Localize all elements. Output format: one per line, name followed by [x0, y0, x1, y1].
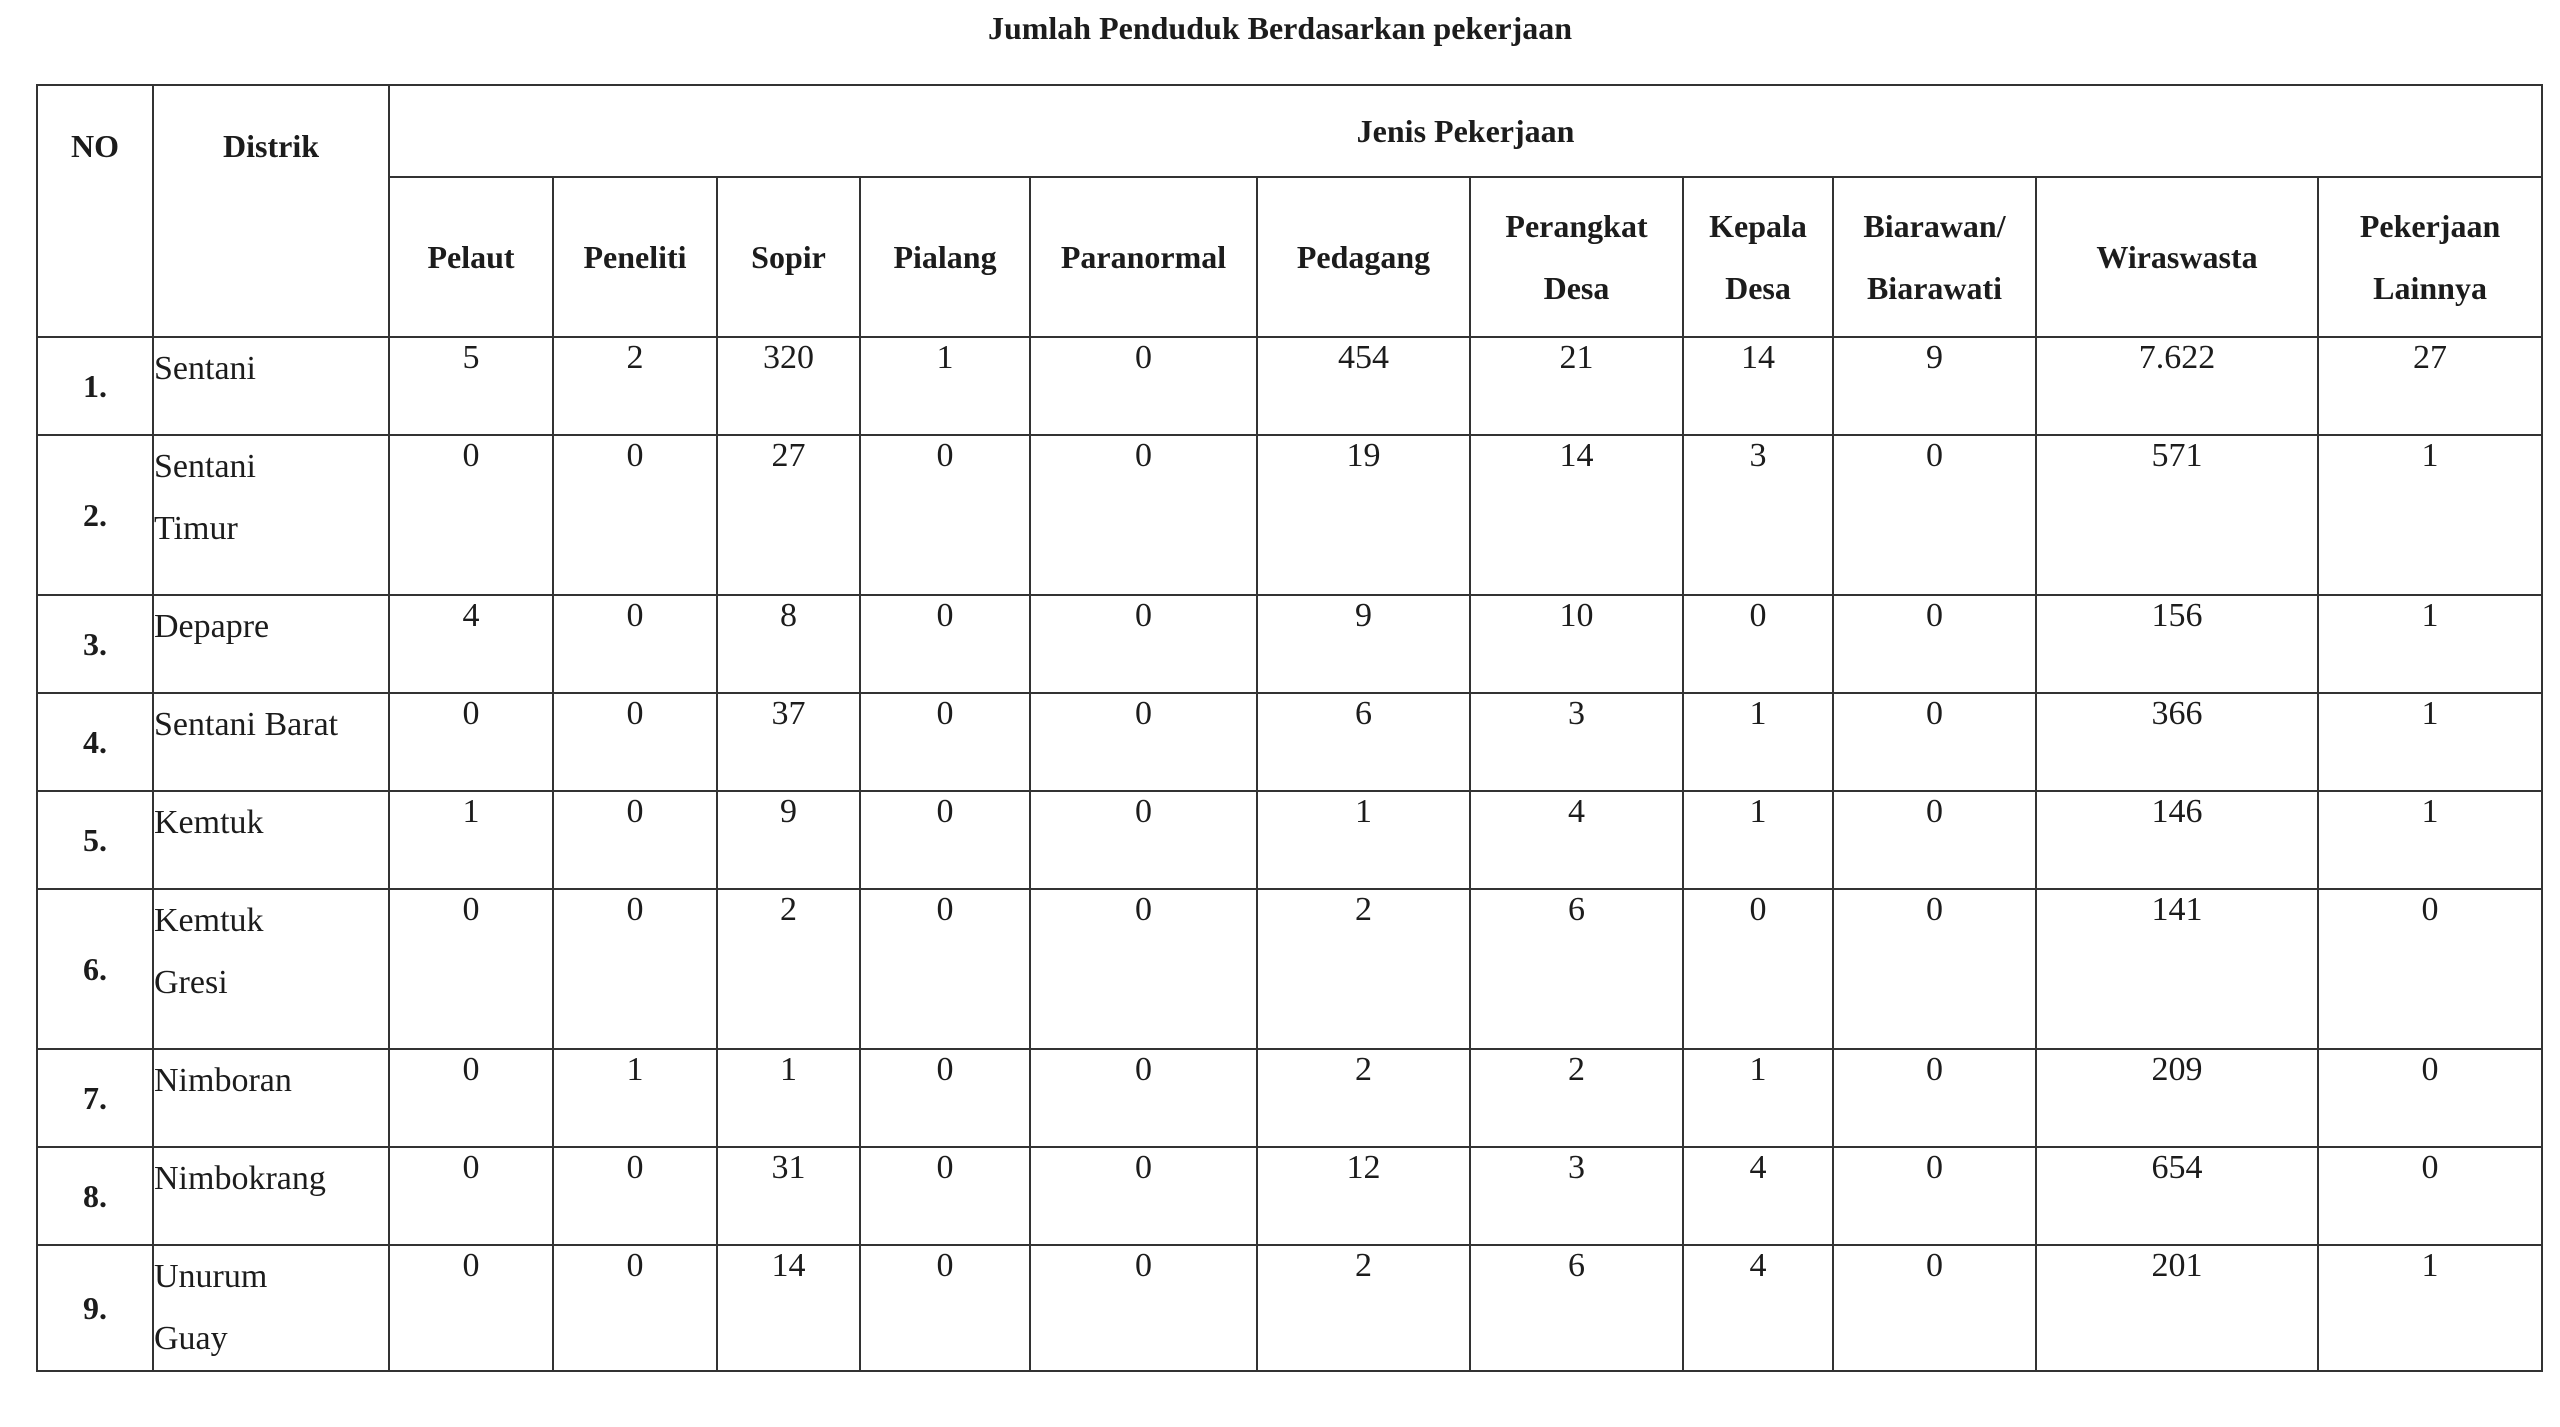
value-cell: 0 — [1833, 595, 2036, 693]
value-cell: 1 — [2318, 1245, 2542, 1371]
value-cell: 0 — [553, 1245, 717, 1371]
value-cell: 6 — [1470, 1245, 1683, 1371]
value-cell: 571 — [2036, 435, 2318, 595]
distrik-cell — [153, 693, 389, 791]
header-occupation-label: Pelaut — [427, 239, 515, 275]
value-cell: 6 — [1470, 889, 1683, 1049]
value-cell: 0 — [389, 693, 553, 791]
value-cell: 209 — [2036, 1049, 2318, 1147]
value-cell: 2 — [1257, 1049, 1470, 1147]
value-cell: 201 — [2036, 1245, 2318, 1371]
value-cell: 7.622 — [2036, 337, 2318, 435]
row-number: 8. — [37, 1147, 153, 1245]
distrik-name: Sentani Barat — [154, 706, 339, 743]
table-row — [37, 337, 2542, 435]
value-cell: 146 — [2036, 791, 2318, 889]
value-cell: 0 — [389, 889, 553, 1049]
value-cell: 0 — [860, 1049, 1030, 1147]
header-occupation-label: Peneliti — [583, 239, 687, 275]
value-cell: 0 — [2318, 1147, 2542, 1245]
value-cell: 2 — [1470, 1049, 1683, 1147]
value-cell: 12 — [1257, 1147, 1470, 1245]
value-cell: 27 — [2318, 337, 2542, 435]
header-occupation — [1470, 177, 1683, 337]
header-occupation-label: Wiraswasta — [2096, 239, 2258, 275]
value-cell: 2 — [717, 889, 860, 1049]
value-cell: 0 — [1030, 1147, 1257, 1245]
table-row — [37, 791, 2542, 889]
value-cell: 0 — [1833, 435, 2036, 595]
header-occupation-label: Desa — [1543, 270, 1610, 306]
table-body — [37, 337, 2542, 1371]
value-cell: 0 — [389, 1245, 553, 1371]
value-cell: 2 — [1257, 1245, 1470, 1371]
value-cell: 0 — [389, 1049, 553, 1147]
value-cell: 0 — [1030, 595, 1257, 693]
table-row — [37, 1147, 2542, 1245]
table-row — [37, 435, 2542, 595]
value-cell: 0 — [1683, 595, 1833, 693]
value-cell: 0 — [860, 791, 1030, 889]
distrik-name: Sentani — [154, 350, 256, 387]
value-cell: 0 — [1030, 693, 1257, 791]
value-cell: 0 — [1030, 791, 1257, 889]
header-occupation-label: Desa — [1725, 270, 1791, 306]
value-cell: 1 — [2318, 693, 2542, 791]
value-cell: 0 — [2318, 1049, 2542, 1147]
row-number: 2. — [37, 435, 153, 595]
page-title: Jumlah Penduduk Berdasarkan pekerjaan — [987, 10, 1573, 46]
header-occupation — [860, 177, 1030, 337]
value-cell: 14 — [717, 1245, 860, 1371]
distrik-name: Nimbokrang — [154, 1160, 326, 1197]
value-cell: 0 — [1833, 1147, 2036, 1245]
header-occupation-label: Pekerjaan — [2359, 208, 2501, 244]
value-cell: 14 — [1683, 337, 1833, 435]
distrik-name: Guay — [154, 1320, 228, 1357]
header-occupation — [1030, 177, 1257, 337]
value-cell: 4 — [1683, 1147, 1833, 1245]
header-occupation-label: Biarawati — [1866, 270, 2003, 306]
header-occupation — [1833, 177, 2036, 337]
header-occupation-label: Biarawan/ — [1863, 208, 2006, 244]
distrik-name: Sentani — [154, 448, 256, 485]
value-cell: 0 — [1030, 889, 1257, 1049]
value-cell: 0 — [553, 595, 717, 693]
value-cell: 0 — [1833, 1049, 2036, 1147]
distrik-cell — [153, 595, 389, 693]
value-cell: 0 — [553, 1147, 717, 1245]
distrik-name: Timur — [154, 510, 238, 547]
value-cell: 31 — [717, 1147, 860, 1245]
header-occupation-label: Pedagang — [1296, 239, 1431, 275]
value-cell: 27 — [717, 435, 860, 595]
value-cell: 4 — [1683, 1245, 1833, 1371]
header-occupation-label: Sopir — [751, 239, 826, 275]
value-cell: 0 — [860, 889, 1030, 1049]
value-cell: 5 — [389, 337, 553, 435]
distrik-name: Unurum — [154, 1258, 268, 1295]
distrik-name: Depapre — [154, 608, 270, 645]
value-cell: 0 — [1833, 693, 2036, 791]
value-cell: 0 — [553, 693, 717, 791]
header-distrik: Distrik — [153, 85, 389, 337]
value-cell: 654 — [2036, 1147, 2318, 1245]
row-number: 7. — [37, 1049, 153, 1147]
table-row — [37, 1245, 2542, 1371]
row-number: 9. — [37, 1245, 153, 1371]
value-cell: 156 — [2036, 595, 2318, 693]
row-number: 4. — [37, 693, 153, 791]
header-occupation — [553, 177, 717, 337]
value-cell: 0 — [389, 435, 553, 595]
header-occupation — [1683, 177, 1833, 337]
value-cell: 1 — [1257, 791, 1470, 889]
header-occupation-label: Paranormal — [1060, 239, 1227, 275]
value-cell: 9 — [1257, 595, 1470, 693]
table-row — [37, 595, 2542, 693]
value-cell: 9 — [1833, 337, 2036, 435]
value-cell: 0 — [860, 1147, 1030, 1245]
value-cell: 0 — [553, 791, 717, 889]
distrik-cell — [153, 791, 389, 889]
row-number: 3. — [37, 595, 153, 693]
distrik-name: Kemtuk — [154, 902, 264, 939]
header-row-sub — [37, 177, 2542, 337]
value-cell: 1 — [553, 1049, 717, 1147]
header-jenis-pekerjaan: Jenis Pekerjaan — [389, 85, 2542, 177]
table-row — [37, 889, 2542, 1049]
value-cell: 0 — [1030, 435, 1257, 595]
value-cell: 8 — [717, 595, 860, 693]
population-table — [36, 84, 2543, 1372]
value-cell: 2 — [1257, 889, 1470, 1049]
value-cell: 0 — [1833, 889, 2036, 1049]
value-cell: 1 — [389, 791, 553, 889]
header-no: NO — [37, 85, 153, 337]
header-occupation — [2036, 177, 2318, 337]
value-cell: 1 — [2318, 791, 2542, 889]
value-cell: 1 — [717, 1049, 860, 1147]
distrik-name: Nimboran — [154, 1062, 292, 1099]
distrik-cell — [153, 1245, 389, 1371]
value-cell: 0 — [2318, 889, 2542, 1049]
value-cell: 366 — [2036, 693, 2318, 791]
value-cell: 14 — [1470, 435, 1683, 595]
value-cell: 19 — [1257, 435, 1470, 595]
header-occupation — [1257, 177, 1470, 337]
distrik-cell — [153, 889, 389, 1049]
header-occupation — [2318, 177, 2542, 337]
distrik-name: Kemtuk — [154, 804, 264, 841]
value-cell: 141 — [2036, 889, 2318, 1049]
row-number: 1. — [37, 337, 153, 435]
value-cell: 0 — [553, 889, 717, 1049]
value-cell: 1 — [1683, 791, 1833, 889]
value-cell: 1 — [2318, 435, 2542, 595]
table-row — [37, 1049, 2542, 1147]
value-cell: 0 — [389, 1147, 553, 1245]
value-cell: 0 — [860, 595, 1030, 693]
header-row-top — [37, 85, 2542, 177]
header-occupation — [389, 177, 553, 337]
value-cell: 1 — [860, 337, 1030, 435]
value-cell: 454 — [1257, 337, 1470, 435]
value-cell: 0 — [553, 435, 717, 595]
value-cell: 0 — [860, 435, 1030, 595]
value-cell: 4 — [1470, 791, 1683, 889]
header-occupation-label: Pialang — [893, 239, 997, 275]
value-cell: 4 — [389, 595, 553, 693]
value-cell: 10 — [1470, 595, 1683, 693]
value-cell: 320 — [717, 337, 860, 435]
value-cell: 2 — [553, 337, 717, 435]
table-row — [37, 693, 2542, 791]
header-occupation-label: Lainnya — [2373, 270, 2487, 306]
header-occupation-label: Perangkat — [1505, 208, 1648, 244]
distrik-cell — [153, 1147, 389, 1245]
value-cell: 1 — [1683, 1049, 1833, 1147]
value-cell: 0 — [1030, 337, 1257, 435]
header-occupation-label: Kepala — [1709, 208, 1807, 244]
value-cell: 37 — [717, 693, 860, 791]
value-cell: 3 — [1470, 1147, 1683, 1245]
value-cell: 0 — [1833, 1245, 2036, 1371]
distrik-cell — [153, 1049, 389, 1147]
value-cell: 0 — [1833, 791, 2036, 889]
header-occupation — [717, 177, 860, 337]
row-number: 5. — [37, 791, 153, 889]
value-cell: 3 — [1683, 435, 1833, 595]
distrik-cell — [153, 435, 389, 595]
value-cell: 0 — [1030, 1049, 1257, 1147]
value-cell: 3 — [1470, 693, 1683, 791]
value-cell: 9 — [717, 791, 860, 889]
value-cell: 0 — [860, 693, 1030, 791]
distrik-name: Gresi — [154, 964, 228, 1001]
value-cell: 1 — [2318, 595, 2542, 693]
value-cell: 6 — [1257, 693, 1470, 791]
value-cell: 1 — [1683, 693, 1833, 791]
value-cell: 0 — [1030, 1245, 1257, 1371]
value-cell: 0 — [860, 1245, 1030, 1371]
value-cell: 21 — [1470, 337, 1683, 435]
row-number: 6. — [37, 889, 153, 1049]
distrik-cell — [153, 337, 389, 435]
value-cell: 0 — [1683, 889, 1833, 1049]
table-header — [37, 85, 2542, 337]
